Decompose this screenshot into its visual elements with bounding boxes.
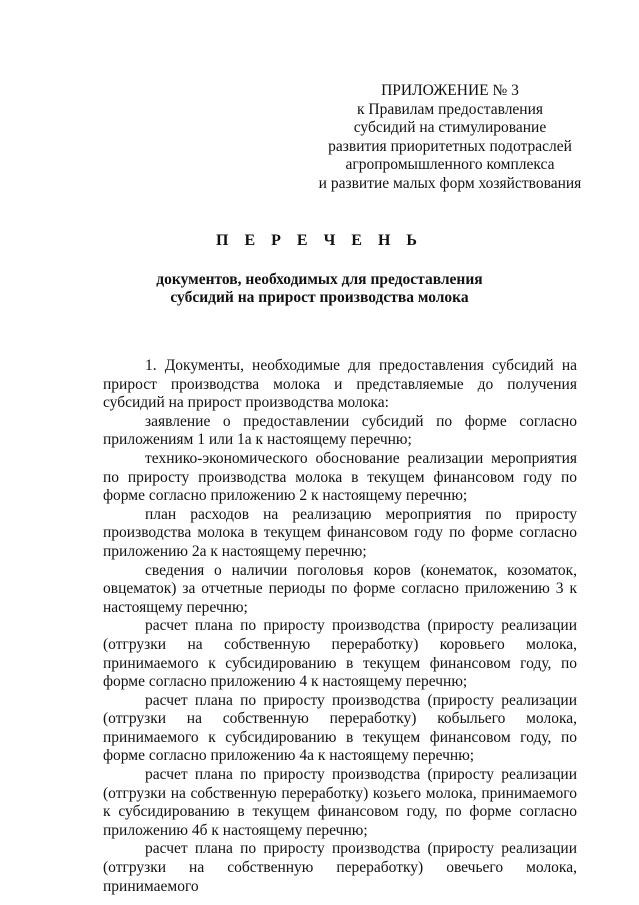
- paragraph: заявление о предоставлении субсидий по форме согласно приложениям 1 или 1а к настоящему перечню;: [103, 412, 577, 449]
- paragraph: расчет плана по приросту производства (приросту реализации (отгрузки на собственную переработку) овечьего молока, принимаемого: [103, 840, 577, 895]
- paragraph: технико-экономического обоснование реализации мероприятия по приросту производства молока в текущем финансовом году по форме согласно приложению 2 к настоящему перечню;: [103, 449, 577, 505]
- subtitle-line: субсидий на прирост производства молока: [170, 289, 469, 306]
- paragraph: расчет плана по приросту производства (приросту реализации (отгрузки на собственную переработку) козьего молока, принимаемого к субсидированию в текущем финансовом году, по форме согласно приложению 4б к настоящему перечню;: [103, 766, 577, 839]
- appendix-line: ПРИЛОЖЕНИЕ № 3: [381, 82, 519, 99]
- appendix-line: субсидий на стимулирование: [353, 119, 547, 137]
- appendix-header: [300, 82, 600, 194]
- document-title: П Е Р Е Ч Е Н Ь: [216, 232, 423, 249]
- paragraph: расчет плана по приросту производства (приросту реализации (отгрузки на собственную переработку) коровьего молока, принимаемого к субсидированию в текущем финансовом году, по форме согласно приложению 4 к настоящему перечню;: [103, 617, 577, 691]
- appendix-line: и развитие малых форм хозяйствования: [318, 174, 582, 192]
- paragraph: сведения о наличии поголовья коров (конематок, козоматок, овцематок) за отчетные периоды по форме согласно приложению 3 к настоящему перечню;: [103, 561, 577, 616]
- paragraph: план расходов на реализацию мероприятия по приросту производства молока в текущем финансовом году по форме согласно приложению 2а к настоящему перечню;: [103, 505, 577, 560]
- paragraph: 1. Документы, необходимые для предоставления субсидий на прирост производства молока и представляемые до получения субсидий на прирост производства молока:: [103, 357, 577, 412]
- appendix-line: агропромышленного комплекса: [345, 156, 555, 174]
- paragraph: расчет плана по приросту производства (приросту реализации (отгрузки на собственную переработку) кобыльего молока, принимаемого к субсидированию в текущем финансовом году, по форме согласно приложению 4а к настоящему перечню;: [103, 691, 577, 765]
- document-body: [103, 357, 577, 896]
- document-subtitle: [0, 271, 639, 307]
- appendix-line: к Правилам предоставления: [356, 100, 544, 118]
- appendix-line: развития приоритетных подотраслей: [328, 137, 572, 155]
- subtitle-line: документов, необходимых для предоставления: [156, 271, 483, 288]
